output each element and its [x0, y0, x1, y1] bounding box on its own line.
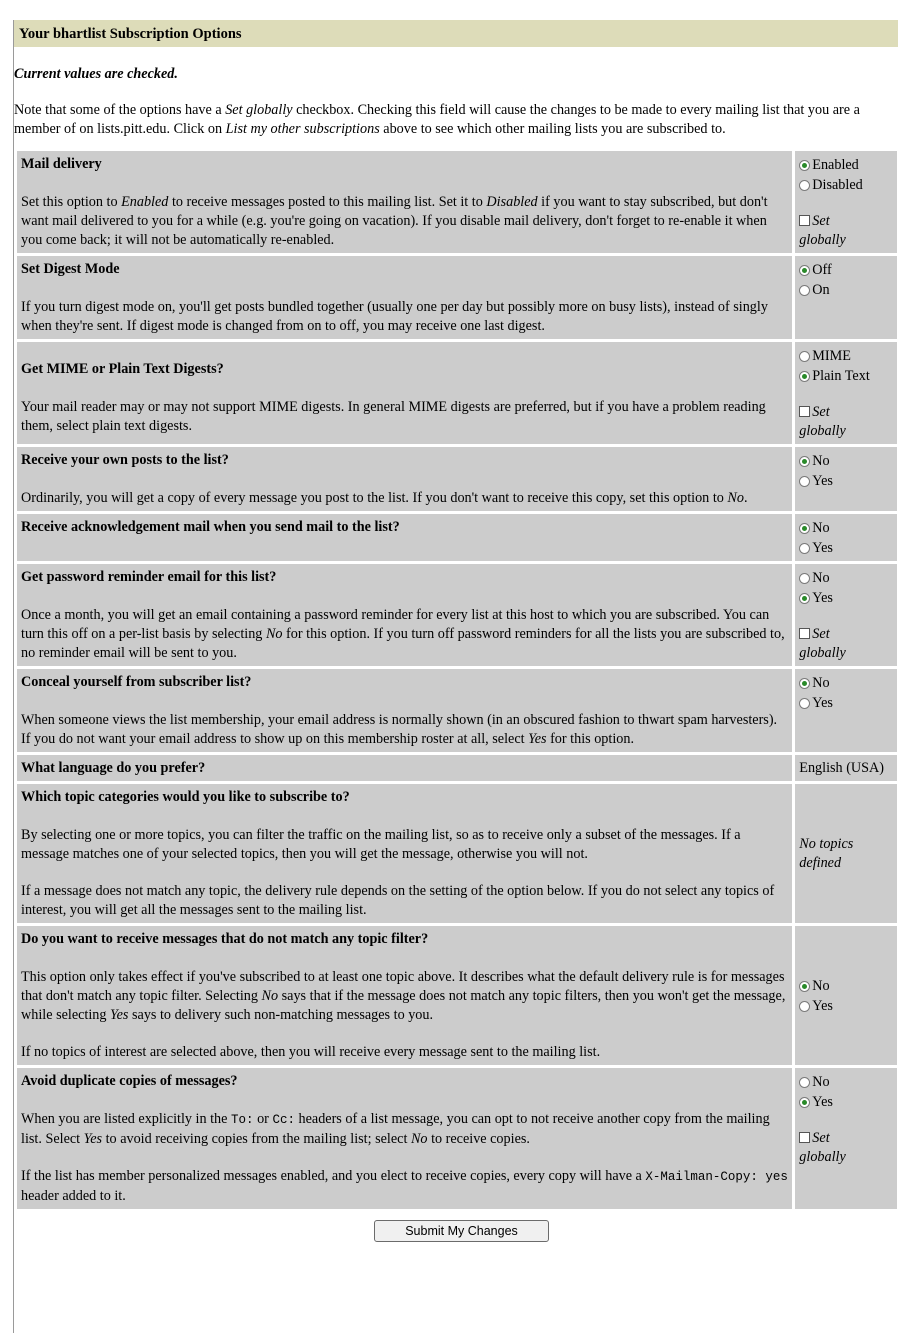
options-table [14, 148, 900, 1212]
option-row-mime-digests [17, 342, 897, 444]
option-title: Conceal yourself from subscriber list? [21, 674, 252, 690]
option-title: Receive acknowledgement mail when you send mail to the list? [21, 519, 400, 535]
radio-button[interactable] [799, 456, 810, 467]
option-help: When you are listed explicitly in the To: or Cc: headers of a list message, you can opt to not receive another copy from the mailing list. Select Yes to avoid receiving copies from the mailing list; select No to receive copies. [21, 1111, 770, 1147]
option-controls [795, 514, 897, 561]
option-row-own-posts [17, 447, 897, 511]
option-help: By selecting one or more topics, you can filter the traffic on the mailing list, so as to receive only a subset of the messages. If a message matches one of your selected topics, then you will get the message, otherwise you will not. [21, 827, 741, 862]
option-row-topics [17, 784, 897, 923]
option-help: Your mail reader may or may not support MIME digests. In general MIME digests are preferred, but if you have a problem reading them, select plain text digests. [21, 399, 766, 434]
radio-button[interactable] [799, 265, 810, 276]
radio-mime[interactable]: MIME [799, 346, 893, 366]
radio-no[interactable]: No [799, 976, 893, 996]
option-row-conceal [17, 669, 897, 752]
radio-on[interactable]: On [799, 280, 893, 300]
radio-off[interactable]: Off [799, 260, 893, 280]
radio-yes[interactable]: Yes [799, 996, 893, 1016]
radio-yes[interactable]: Yes [799, 471, 893, 491]
radio-enabled[interactable]: Enabled [799, 155, 893, 175]
option-description [17, 342, 792, 444]
option-help: Once a month, you will get an email containing a password reminder for every list at this host to which you are subscribed. You can turn this off on a per-list basis by selecting No for this option. If you turn off password reminders for all the lists you are subscribed to, no reminder email will be sent to you. [21, 607, 785, 661]
language-value: English (USA) [799, 760, 885, 776]
radio-button[interactable] [799, 351, 810, 362]
radio-button[interactable] [799, 543, 810, 554]
option-title: Do you want to receive messages that do not match any topic filter? [21, 931, 429, 947]
current-values-note: Current values are checked. [14, 66, 178, 82]
section-header: Your bhartlist Subscription Options [14, 20, 898, 47]
radio-no[interactable]: No [799, 673, 893, 693]
intro-em-set-globally: Set globally [225, 102, 293, 118]
radio-button[interactable] [799, 180, 810, 191]
radio-button[interactable] [799, 476, 810, 487]
option-description [17, 564, 792, 666]
option-description [17, 514, 792, 561]
option-help: If you turn digest mode on, you'll get posts bundled together (usually one per day but possibly more on busy lists), instead of singly when they're sent. If digest mode is changed from on to off, you may receive one last digest. [21, 299, 768, 334]
option-title: Get password reminder email for this list? [21, 569, 277, 585]
option-controls [795, 447, 897, 511]
option-controls [795, 669, 897, 752]
option-row-password-reminder [17, 564, 897, 666]
option-description [17, 256, 792, 339]
option-description [17, 669, 792, 752]
radio-button[interactable] [799, 1097, 810, 1108]
radio-yes[interactable]: Yes [799, 693, 893, 713]
option-title: Set Digest Mode [21, 261, 120, 277]
option-help: When someone views the list membership, your email address is normally shown (in an obscured fashion to thwart spam harvesters). If you do not want your email address to show up on this membership roster at all, select Yes for this option. [21, 712, 778, 747]
radio-button[interactable] [799, 678, 810, 689]
option-row-mail-delivery [17, 151, 897, 253]
radio-plain-text[interactable]: Plain Text [799, 366, 893, 386]
option-title: Mail delivery [21, 156, 102, 172]
option-controls [795, 1068, 897, 1209]
option-title: Avoid duplicate copies of messages? [21, 1073, 238, 1089]
option-controls [795, 755, 897, 781]
option-description [17, 151, 792, 253]
radio-button[interactable] [799, 160, 810, 171]
option-help-2: If no topics of interest are selected above, then you will receive every message sent to the mailing list. [21, 1044, 601, 1060]
radio-disabled[interactable]: Disabled [799, 175, 893, 195]
topics-value: No topics defined [799, 836, 854, 871]
radio-button[interactable] [799, 593, 810, 604]
option-help: Ordinarily, you will get a copy of every message you post to the list. If you don't want to receive this copy, set this option to No. [21, 490, 748, 506]
submit-button[interactable]: Submit My Changes [374, 1220, 549, 1242]
radio-no[interactable]: No [799, 1072, 893, 1092]
set-globally-checkbox[interactable]: Set globally [799, 213, 846, 248]
radio-button[interactable] [799, 573, 810, 584]
set-globally-checkbox[interactable]: Set globally [799, 626, 846, 661]
option-description [17, 1068, 792, 1209]
radio-no[interactable]: No [799, 518, 893, 538]
option-title: What language do you prefer? [21, 760, 206, 776]
option-row-duplicates [17, 1068, 897, 1209]
radio-button[interactable] [799, 371, 810, 382]
radio-button[interactable] [799, 1077, 810, 1088]
radio-no[interactable]: No [799, 568, 893, 588]
radio-button[interactable] [799, 981, 810, 992]
option-description [17, 755, 792, 781]
radio-button[interactable] [799, 285, 810, 296]
option-title: Which topic categories would you like to subscribe to? [21, 789, 350, 805]
option-controls [795, 256, 897, 339]
option-title: Get MIME or Plain Text Digests? [21, 361, 224, 377]
option-controls [795, 151, 897, 253]
page-frame [13, 20, 908, 1333]
option-controls [795, 342, 897, 444]
option-description [17, 784, 792, 923]
option-row-nomatch [17, 926, 897, 1065]
intro-text-1: Note that some of the options have a [14, 102, 226, 118]
option-description [17, 926, 792, 1065]
radio-button[interactable] [799, 1001, 810, 1012]
option-title: Receive your own posts to the list? [21, 452, 229, 468]
checkbox[interactable] [799, 1132, 810, 1143]
option-description [17, 447, 792, 511]
option-controls [795, 784, 897, 923]
set-globally-checkbox[interactable]: Set globally [799, 1130, 846, 1165]
option-help-2: If the list has member personalized messages enabled, and you elect to receive copies, every copy will have a X-Mailman-Copy: yes header added to it. [21, 1168, 788, 1204]
checkbox[interactable] [799, 628, 810, 639]
option-help: Set this option to Enabled to receive messages posted to this mailing list. Set it to Disabled if you want to stay subscribed, but don't want mail delivered to you for a while (e.g. you're going on vacation). If you disable mail delivery, don't forget to re-enable it when you come back; it will not be automatically re-enabled. [21, 194, 768, 248]
checkbox[interactable] [799, 215, 810, 226]
radio-no[interactable]: No [799, 451, 893, 471]
intro-em-list-other: List my other subscriptions [225, 121, 380, 137]
radio-button[interactable] [799, 523, 810, 534]
submit-area [14, 1220, 908, 1242]
radio-yes[interactable]: Yes [799, 1092, 893, 1112]
option-controls [795, 564, 897, 666]
option-help-2: If a message does not match any topic, the delivery rule depends on the setting of the option below. If you do not select any topics of interest, you will get all the messages sent to the mailing list. [21, 883, 775, 918]
option-row-acknowledgement [17, 514, 897, 561]
radio-button[interactable] [799, 698, 810, 709]
intro-text-2: checkbox. Checking this field will cause the changes to be made to every mailing list that you are a member of on lists.pitt.edu. Click on [14, 102, 860, 137]
option-controls [795, 926, 897, 1065]
option-row-digest-mode [17, 256, 897, 339]
intro-note [14, 101, 904, 139]
intro-text-3: above to see which other mailing lists you are subscribed to. [379, 121, 726, 137]
set-globally-checkbox[interactable]: Set globally [799, 404, 846, 439]
radio-yes[interactable]: Yes [799, 588, 893, 608]
radio-yes[interactable]: Yes [799, 538, 893, 558]
option-row-language [17, 755, 897, 781]
option-help: This option only takes effect if you've subscribed to at least one topic above. It describes what the default delivery rule is for messages that don't match any topic filter. Selecting No says that if the message does not match any topic filters, then you won't get the message, while selecting Yes says to delivery such non-matching messages to you. [21, 969, 786, 1023]
checkbox[interactable] [799, 406, 810, 417]
